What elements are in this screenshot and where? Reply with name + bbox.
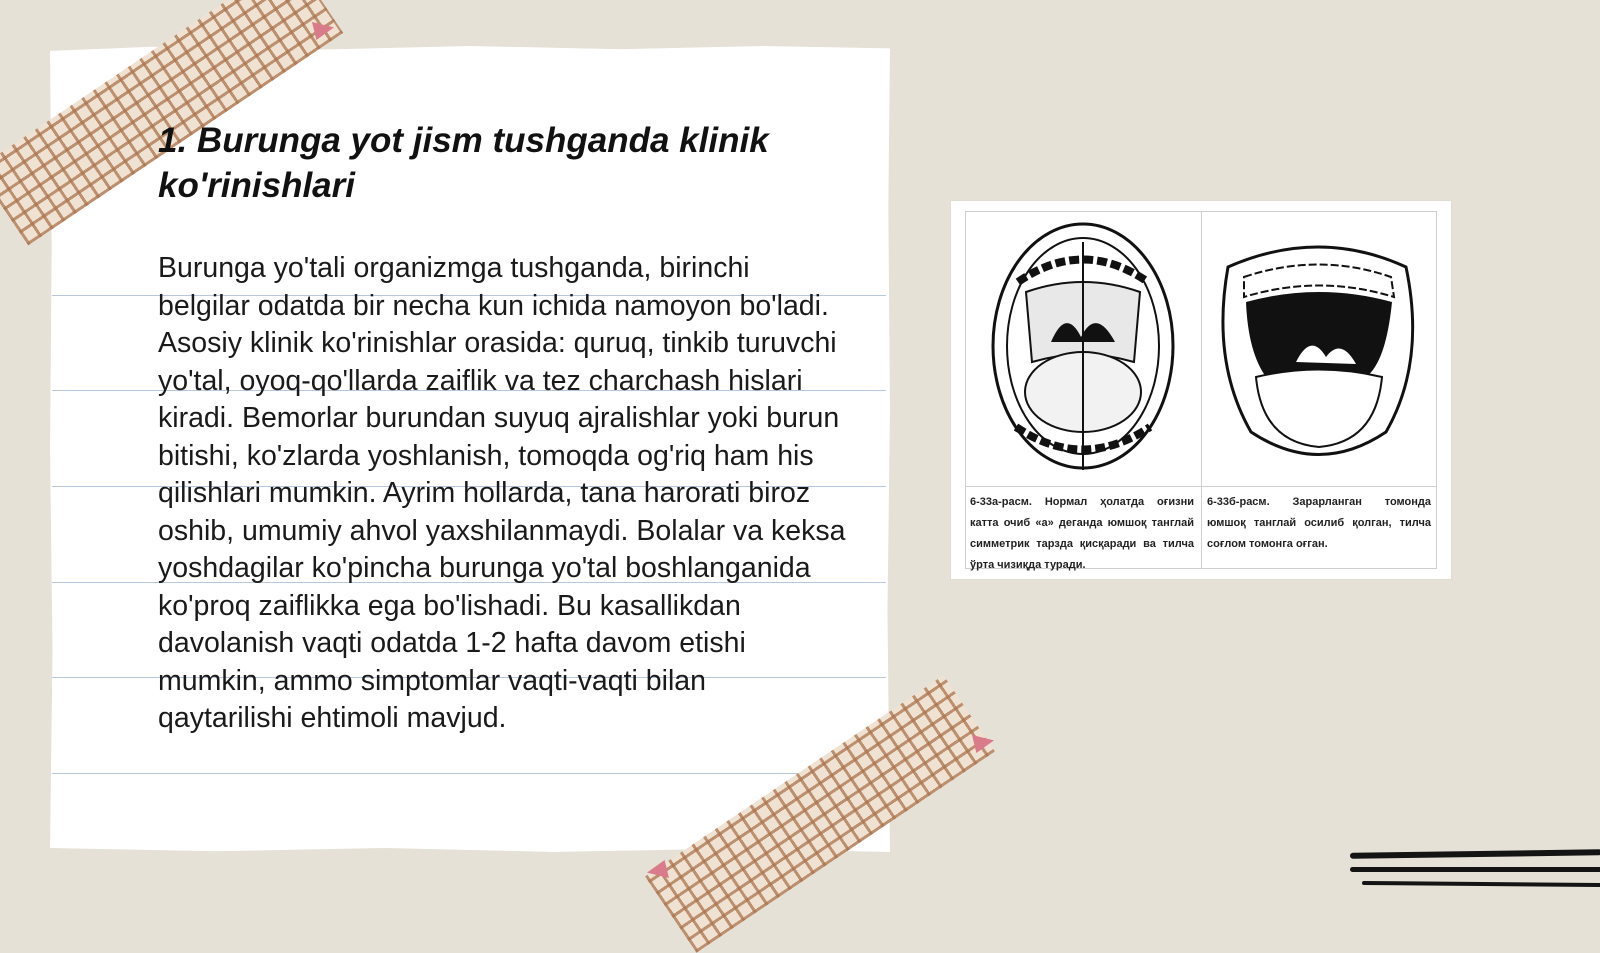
figure-caption-left: 6-33а-расм. Нормал ҳолатда оғизни катта очиб «а» деганда юмшоқ танглай симметрик тарзда қисқаради ва тилча ўрта чизиқда туради. bbox=[970, 496, 1194, 571]
figure-frame bbox=[965, 211, 1437, 569]
paper-rule-line bbox=[52, 773, 886, 774]
brush-stroke-decoration bbox=[1350, 849, 1600, 859]
slide-body-text: Burunga yo'tali organizmga tushganda, birinchi belgilar odatda bir necha kun ichida namoyon bo'ladi. Asosiy klinik ko'rinishlar orasida: quruq, tinkib turuvchi yo'tal, oyoq-qo'llarda zaiflik va tez charchash hislari kiradi. Bemorlar burundan suyuq ajralishlar yoki burun bitishi, ko'zlarda yoshlanish, tomoqda og'riq ham his qilishlari mumkin. Ayrim hollarda, tana harorati biroz oshib, umumiy ahvol yaxshilanmaydi. Bolalar va keksa yoshdagilar ko'pincha burunga yo'tal boshlanganida ko'proq zaiflikka ega bo'lishadi. Bu kasallikdan davolanish vaqti odatda 1-2 hafta davom etishi mumkin, ammo simptomlar vaqti-vaqti bilan qaytarilishi ehtimoli mavjud. bbox=[158, 252, 846, 734]
slide-title: 1. Burunga yot jism tushganda klinik ko'rinishlari bbox=[158, 121, 769, 205]
medical-figure bbox=[950, 200, 1452, 580]
figure-caption-right: 6-33б-расм. Зарарланган томонда юмшоқ танглай осилиб қолган, тилча соғлом томонга оғган. bbox=[1207, 496, 1431, 550]
normal-mouth-illustration bbox=[993, 224, 1173, 470]
brush-stroke-decoration bbox=[1350, 867, 1600, 872]
figure-column-divider bbox=[1201, 212, 1202, 568]
brush-stroke-decoration bbox=[1362, 881, 1600, 887]
affected-mouth-illustration bbox=[1223, 247, 1413, 455]
